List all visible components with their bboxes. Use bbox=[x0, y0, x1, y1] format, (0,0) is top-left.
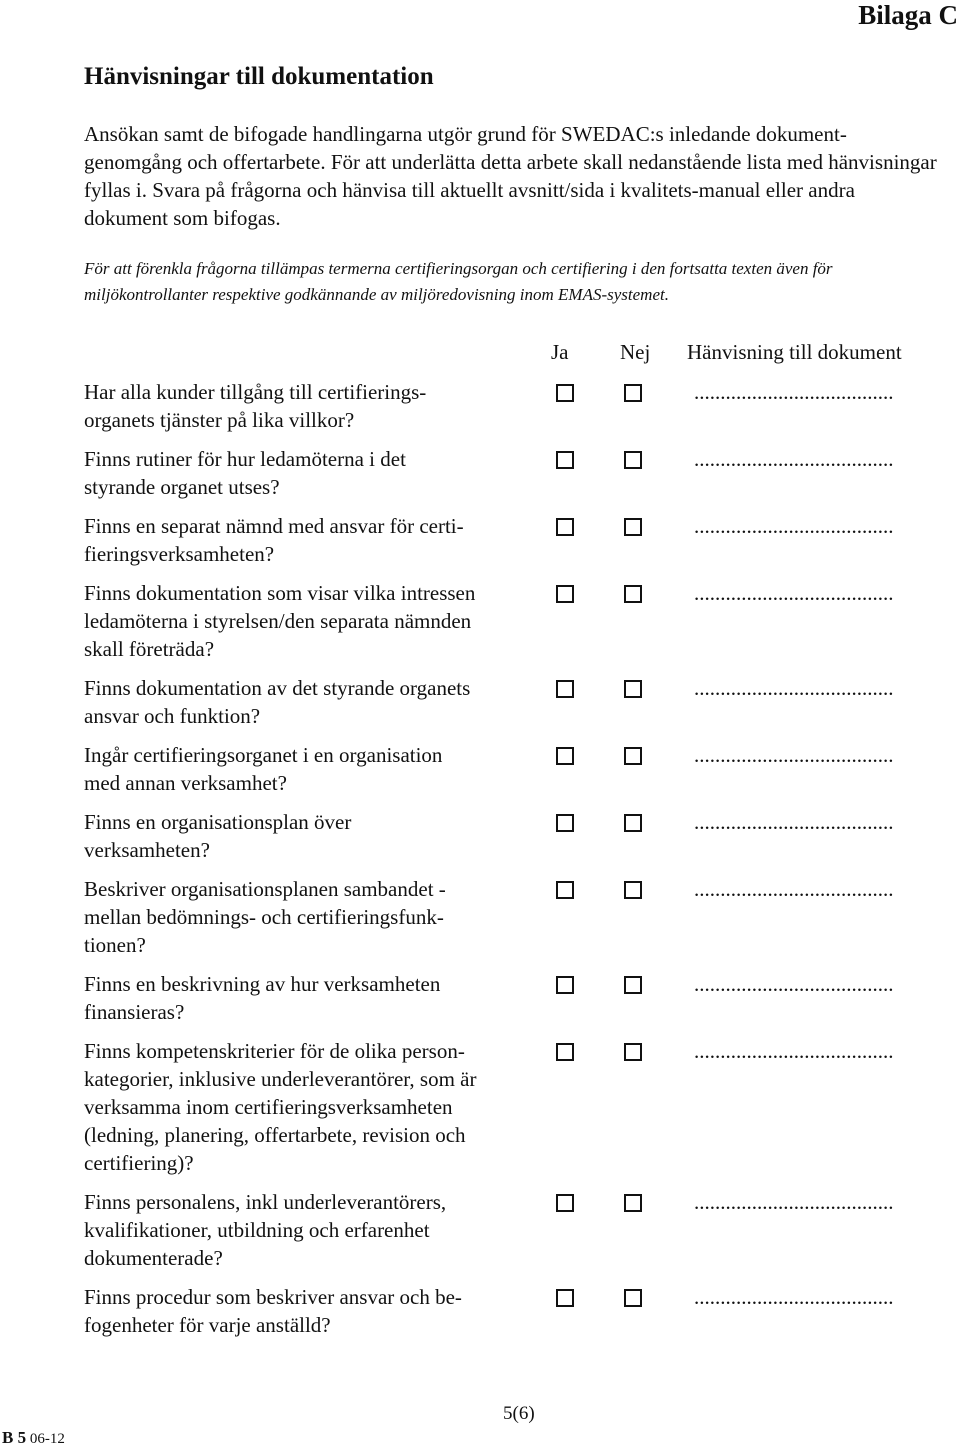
yes-checkbox[interactable] bbox=[556, 881, 574, 899]
reference-field[interactable]: ...................................... bbox=[694, 810, 894, 834]
question-text: Finns dokumentation av det styrande organets ansvar och funktion? bbox=[84, 676, 471, 728]
question-text: Beskriver organisationsplanen sambandet - mellan bedömnings- och certifieringsfunk- tionen? bbox=[84, 877, 446, 957]
reference-field[interactable]: ...................................... bbox=[694, 743, 894, 767]
reference-field[interactable]: ...................................... bbox=[694, 380, 894, 404]
reference-field[interactable]: ...................................... bbox=[694, 1285, 894, 1309]
reference-field[interactable]: ...................................... bbox=[694, 1190, 894, 1214]
question-text: Finns dokumentation som visar vilka intressen ledamöterna i styrelsen/den separata nämnden skall företräda? bbox=[84, 581, 476, 661]
yes-checkbox[interactable] bbox=[556, 585, 574, 603]
question-list bbox=[84, 378, 944, 1339]
question-row bbox=[84, 378, 944, 434]
question-text: Har alla kunder tillgång till certifierings- organets tjänster på lika villkor? bbox=[84, 380, 427, 432]
no-checkbox[interactable] bbox=[624, 747, 642, 765]
reference-field[interactable]: ...................................... bbox=[694, 676, 894, 700]
question-text: Finns en organisationsplan över verksamheten? bbox=[84, 810, 352, 862]
page-number: 5(6) bbox=[503, 1403, 535, 1424]
yes-checkbox[interactable] bbox=[556, 1289, 574, 1307]
question-text: Finns en beskrivning av hur verksamheten finansieras? bbox=[84, 972, 441, 1024]
yes-checkbox[interactable] bbox=[556, 976, 574, 994]
document-code: B 5 bbox=[2, 1428, 27, 1447]
question-text: Finns procedur som beskriver ansvar och be- fogenheter för varje anställd? bbox=[84, 1285, 462, 1337]
question-row bbox=[84, 512, 944, 568]
yes-checkbox[interactable] bbox=[556, 1043, 574, 1061]
question-text: Finns en separat nämnd med ansvar för certi- fieringsverksamheten? bbox=[84, 514, 464, 566]
column-header-no: Nej bbox=[620, 340, 651, 364]
question-row bbox=[84, 1188, 944, 1272]
reference-field[interactable]: ...................................... bbox=[694, 581, 894, 605]
no-checkbox[interactable] bbox=[624, 1194, 642, 1212]
yes-checkbox[interactable] bbox=[556, 680, 574, 698]
reference-field[interactable]: ...................................... bbox=[694, 514, 894, 538]
intro-paragraph: Ansökan samt de bifogade handlingarna utgör grund för SWEDAC:s inledande dokument-genomgång och offertarbete. För att underlätta detta arbete skall nedanstående lista med hänvisningar fyllas i. Svara på frågorna och hänvisa till aktuellt avsnitt/sida i kvalitets-manual eller andra dokument som bifogas. bbox=[84, 122, 937, 230]
no-checkbox[interactable] bbox=[624, 518, 642, 536]
page-title: Hänvisningar till dokumentation bbox=[84, 63, 434, 90]
question-row bbox=[84, 674, 944, 730]
question-row bbox=[84, 808, 944, 864]
yes-checkbox[interactable] bbox=[556, 384, 574, 402]
document-date: 06-12 bbox=[29, 1431, 65, 1447]
no-checkbox[interactable] bbox=[624, 1289, 642, 1307]
yes-checkbox[interactable] bbox=[556, 814, 574, 832]
yes-checkbox[interactable] bbox=[556, 451, 574, 469]
terminology-note: För att förenkla frågorna tillämpas termerna certifieringsorgan och certifiering i den fortsatta texten även för miljökontrollanter respektive godkännande av miljöredovisning inom EMAS-systemet. bbox=[84, 259, 833, 304]
column-header-reference: Hänvisning till dokument bbox=[687, 340, 902, 364]
question-text: Finns rutiner för hur ledamöterna i det styrande organet utses? bbox=[84, 447, 406, 499]
question-row bbox=[84, 741, 944, 797]
document-reference bbox=[2, 1428, 65, 1449]
question-row bbox=[84, 1283, 944, 1339]
yes-checkbox[interactable] bbox=[556, 1194, 574, 1212]
no-checkbox[interactable] bbox=[624, 814, 642, 832]
question-row bbox=[84, 970, 944, 1026]
question-row bbox=[84, 579, 944, 663]
reference-field[interactable]: ...................................... bbox=[694, 877, 894, 901]
yes-checkbox[interactable] bbox=[556, 518, 574, 536]
no-checkbox[interactable] bbox=[624, 1043, 642, 1061]
reference-field[interactable]: ...................................... bbox=[694, 972, 894, 996]
appendix-label: Bilaga C bbox=[858, 0, 958, 30]
question-text: Finns kompetenskriterier för de olika person- kategorier, inklusive underleverantörer, som är verksamma inom certifieringsverksamheten (ledning, planering, offertarbete, revision och certifiering)? bbox=[84, 1039, 477, 1175]
no-checkbox[interactable] bbox=[624, 680, 642, 698]
no-checkbox[interactable] bbox=[624, 585, 642, 603]
question-text: Finns personalens, inkl underleverantörers, kvalifikationer, utbildning och erfarenhet dokumenterade? bbox=[84, 1190, 447, 1270]
no-checkbox[interactable] bbox=[624, 451, 642, 469]
reference-field[interactable]: ...................................... bbox=[694, 1039, 894, 1063]
no-checkbox[interactable] bbox=[624, 384, 642, 402]
reference-field[interactable]: ...................................... bbox=[694, 447, 894, 471]
question-row bbox=[84, 1037, 944, 1177]
no-checkbox[interactable] bbox=[624, 881, 642, 899]
yes-checkbox[interactable] bbox=[556, 747, 574, 765]
column-header-yes: Ja bbox=[551, 340, 569, 364]
question-row bbox=[84, 445, 944, 501]
no-checkbox[interactable] bbox=[624, 976, 642, 994]
question-row bbox=[84, 875, 944, 959]
question-text: Ingår certifieringsorganet i en organisation med annan verksamhet? bbox=[84, 743, 443, 795]
